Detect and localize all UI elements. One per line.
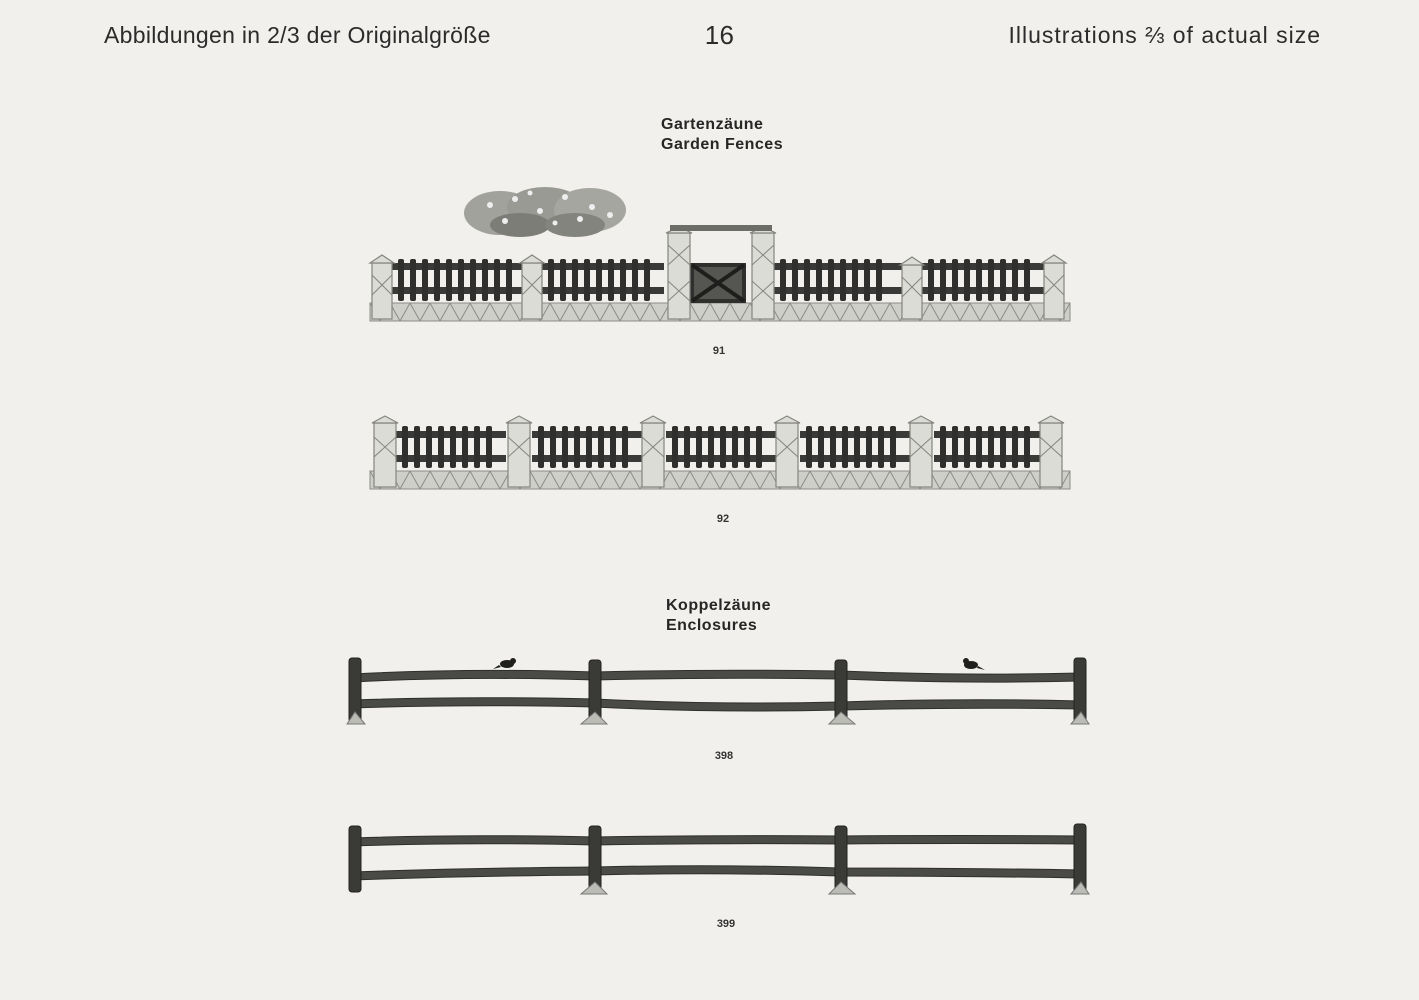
section-title-en: Garden Fences (661, 136, 784, 153)
rail-fence-398-illustration (345, 652, 1095, 732)
item-number-91: 91 (712, 345, 726, 357)
rose-arch-foliage (464, 187, 626, 237)
item-number-399: 399 (716, 918, 736, 930)
item-number-398: 398 (714, 750, 734, 762)
section-title-enclosures (666, 596, 771, 636)
garden-fence-91-illustration (370, 185, 1070, 325)
bird-1 (493, 658, 516, 669)
header-left-caption: Abbildungen in 2/3 der Originalgröße (104, 22, 491, 48)
header-right-caption: Illustrations ⅔ of actual size (1008, 22, 1321, 48)
section-title-garden-fences (661, 115, 783, 155)
section-title-en: Enclosures (666, 617, 758, 634)
garden-fence-92-illustration (370, 413, 1070, 493)
section-title-de: Gartenzäune (661, 116, 764, 133)
bird-2 (963, 658, 985, 670)
gate (692, 265, 744, 301)
section-title-de: Koppelzäune (666, 597, 772, 614)
item-number-92: 92 (716, 513, 730, 525)
rail-fence-399-illustration (345, 820, 1095, 900)
page-number: 16 (704, 20, 735, 50)
